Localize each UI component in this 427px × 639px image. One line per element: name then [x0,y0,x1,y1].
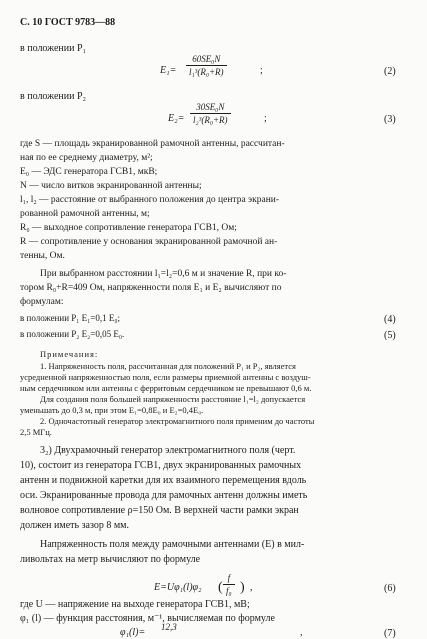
definition-line: E₀ — ЭДС генератора ГСВ1, мкВ; [20,167,158,177]
eq3-intro: в положении P₂ [20,91,87,102]
eq5-number: (5) [384,330,396,341]
section-line: 3₂) Двухрамочный генератор электромагнитного поля (черт. [40,445,296,456]
eq2-tail: ; [260,65,263,76]
section-line: должен иметь зазор 8 мм. [20,520,129,531]
definition-line: рованной рамочной антенны, м; [20,209,150,219]
note-line: 2,5 МГц. [20,427,52,437]
eq6-denominator: f₀ [226,586,232,596]
definition-line: тенны, Ом. [20,251,65,261]
notes-title: Примечания: [40,349,99,359]
eq6-fraction [223,573,235,596]
note-line: 2. Одночастотный генератор электромагнитного поля применим до частоты [40,416,315,426]
eq7-fraction [158,622,180,633]
note-line: 1. Напряженность поля, рассчитанная для положений P₁ и P₂, является [40,361,296,371]
definition-line: где S — площадь экранированной рамочной антенны, рассчитан- [20,139,285,149]
definition-line: l₁, l₂ — расстояние от выбранного положения до центра экрани- [20,195,280,205]
note-line: уменьшать до 0,3 м, при этом E₁=0,8E₀ и E₂=0,4E₀. [20,405,204,415]
eq2-intro: в положении P₁ [20,43,87,54]
eq6-tail: , [250,582,253,593]
para2-line: ливольтах на метр вычисляют по формуле [20,554,201,565]
note-line: усредненной напряженностью поля, если размеры приемной антенны с воздуш- [20,372,311,382]
eq3-number: (3) [384,114,396,125]
section-line: 10), состоит из генератора ГСВ1, двух экранированных рамочных [20,460,302,471]
eq2-denominator: l₁³(R₀+R) [189,67,224,77]
eq3-denominator: l₂³(R₀+R) [193,115,228,125]
eq2-lhs: E₁= [160,65,177,76]
eq4-number: (4) [384,314,396,325]
para1-line: тором R₀+R=409 Ом, напряженности поля E₁ и E₂ вычисляют по [20,283,282,293]
section-line: волновое сопротивление ρ=150 Ом. В верхней части рамки экран [20,505,299,516]
standard-number: ГОСТ 9783—88 [44,17,116,28]
note-line: ным сердечником или антенны с ферритовым сердечником не превышают 0,6 м. [20,383,312,393]
eq2-numerator: 60SE₀N [192,54,221,64]
eq7-lhs: φ₁(l)= [120,627,146,638]
para1-line: формулам: [20,297,64,307]
eq7-numerator: 12,3 [161,622,177,632]
eq3-numerator: 30SE₀N [196,102,225,112]
eq3-fraction [190,102,231,125]
left-paren: ( [218,580,223,595]
para1-line: При выбранном расстоянии l₁=l₂=0,6 м и значение R, при ко- [40,269,287,279]
right-paren: ) [240,580,245,595]
eq5-text: в положении P₂ E₂=0,05 E₀. [20,329,125,339]
eq3-tail: ; [264,113,267,124]
definition-line: R — сопротивление у основания экранированной рамочной ан- [20,237,278,247]
eq2-fraction [186,54,227,77]
section-line: антенн и подвижной кaретки для их взаимного перемещения вдоль [20,475,307,486]
eq7-number: (7) [384,628,396,639]
eq3-lhs: E₂= [168,113,185,124]
definition-line: ная по ее среднему диаметру, м²; [20,153,153,163]
definition-line: R₀ — выходное сопротивление генератора ГСВ1, Ом; [20,223,237,233]
definition-line: N — число витков экранированной антенны; [20,181,202,191]
definition-line: φ₁ (l) — функция расстояния, м⁻¹, вычисляемая по формуле [20,613,275,624]
eq6-lhs: E=Uφ₁(l)φ₂ [154,582,202,593]
eq4-text: в положении P₁ E₁=0,1 E₀; [20,313,120,323]
eq7-tail: , [300,627,303,638]
definition-line: где U — напряжение на выходе генератора ГСВ1, мВ; [20,599,250,610]
eq6-number: (6) [384,583,396,594]
para2-line: Напряженность поля между рамочными антеннами (E) в мил- [40,539,305,550]
eq2-number: (2) [384,66,396,77]
page-header [20,18,115,28]
section-line: оси. Экранированные провода для рамочных антенн должны иметь [20,490,308,501]
page-number: С. 10 [20,17,43,28]
eq6-numerator: f [227,573,231,583]
note-line: Для создания поля большей напряженности расстояние l₁=l₂ допускается [40,394,306,404]
